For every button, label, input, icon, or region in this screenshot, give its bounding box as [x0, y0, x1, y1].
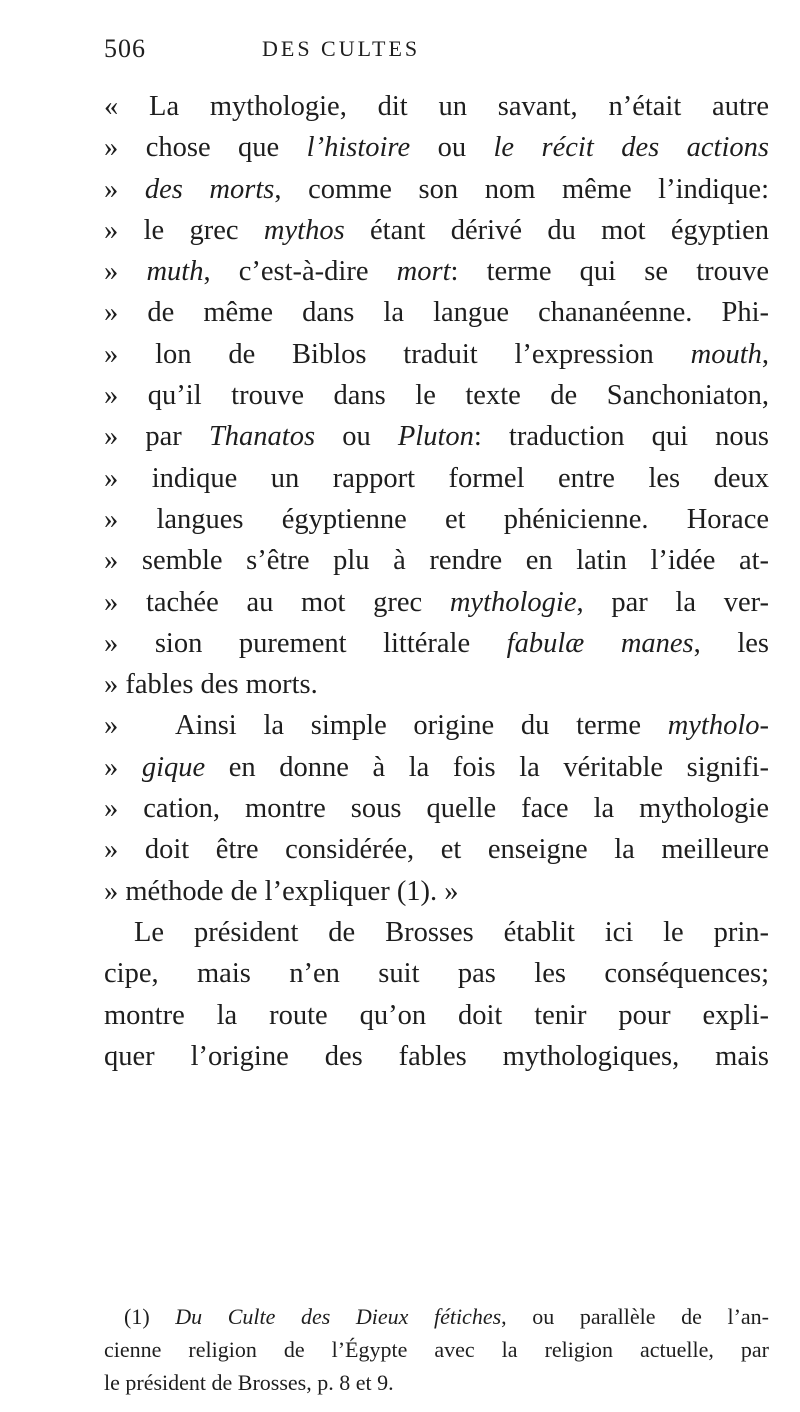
line-content: cation, montre sous quelle face la mythologie [143, 793, 769, 825]
italic-span: des morts [144, 173, 275, 205]
page-number: 506 [104, 34, 146, 63]
line-content: semble s’être plu à rendre en latin l’idée at- [141, 545, 770, 577]
italic-span: mythologie [449, 586, 577, 618]
line-content: chose que l’histoire ou le récit des actions [145, 132, 769, 164]
quote-mark: » [104, 875, 126, 907]
quote-mark: » [104, 132, 146, 164]
quote-mark: » [104, 751, 142, 783]
italic-span: mouth [690, 338, 762, 370]
footnote-line [104, 1366, 769, 1399]
text-line [104, 623, 769, 664]
quote-mark: » [104, 173, 145, 205]
text-line [104, 953, 769, 994]
italic-span: Pluton [397, 421, 474, 453]
italic-span: mytholo- [667, 710, 769, 742]
italic-span: Thanatos [208, 421, 316, 453]
line-content: gique en donne à la fois la véritable signifi- [141, 751, 770, 783]
line-content: cipe, mais n’en suit pas les conséquences; [104, 958, 769, 990]
footnote-line [104, 1300, 769, 1333]
quote-mark: » [104, 503, 157, 535]
line-content: le grec mythos étant dérivé du mot égyptien [143, 214, 769, 246]
line-content: indique un rapport formel entre les deux [151, 462, 769, 494]
quote-mark: » [104, 462, 152, 494]
text-line [104, 169, 769, 210]
running-title: DES CULTES [262, 36, 421, 61]
italic-span: mort [396, 256, 451, 288]
body-text [104, 86, 769, 1077]
footnote-line [104, 1333, 769, 1366]
line-content: tachée au mot grec mythologie, par la ver- [145, 586, 769, 618]
text-line [104, 458, 769, 499]
text-line [104, 871, 769, 912]
line-content: sion purement littérale fabulæ manes, les [154, 627, 770, 659]
quote-mark: « [104, 91, 150, 122]
text-line [104, 995, 769, 1036]
line-content: Ainsi la simple origine du terme mytholo- [174, 710, 769, 742]
footnotes [104, 1300, 769, 1399]
text-line [104, 127, 769, 168]
text-line [104, 499, 769, 540]
text-line [104, 251, 769, 292]
line-content: qu’il trouve dans le texte de Sanchoniaton, [147, 380, 770, 412]
text-line [104, 705, 769, 746]
running-head [104, 34, 584, 74]
line-content: montre la route qu’on doit tenir pour expli- [104, 999, 769, 1031]
line-content: doit être considérée, et enseigne la meilleure [144, 834, 769, 866]
line-content: muth, c’est-à-dire mort: terme qui se trouve [146, 256, 770, 288]
italic-span: Du Culte des Dieux fétiches [175, 1304, 502, 1329]
italic-span: le récit des actions [493, 132, 769, 164]
text-line [104, 582, 769, 623]
footnote-content: (1) Du Culte des Dieux fétiches, ou parallèle de l’an- [124, 1304, 769, 1329]
line-content: par Thanatos ou Pluton: traduction qui nous [145, 421, 770, 453]
quote-mark: » [104, 669, 126, 701]
quote-mark: » [104, 545, 142, 577]
text-line [104, 912, 769, 953]
text-line [104, 1036, 769, 1077]
text-line [104, 292, 769, 333]
quote-mark: » [104, 834, 145, 866]
quote-mark: » [104, 627, 155, 659]
italic-span: mythos [263, 214, 345, 246]
italic-span: l’histoire [306, 132, 411, 164]
text-line [104, 416, 769, 457]
line-content: langues égyptienne et phénicienne. Horace [156, 503, 769, 535]
line-content: de même dans la langue chananéenne. Phi- [147, 297, 769, 329]
text-line [104, 540, 769, 581]
quote-mark: » [104, 338, 156, 370]
quote-mark: » [104, 256, 147, 288]
line-content: quer l’origine des fables mythologiques, mais [104, 1040, 769, 1072]
quote-mark: » [104, 586, 146, 618]
line-content: La mythologie, dit un savant, n’était autre [149, 91, 769, 122]
line-content: des morts, comme son nom même l’indique: [144, 173, 769, 205]
quote-mark: » [104, 710, 145, 742]
text-line [104, 210, 769, 251]
quote-mark: » [104, 793, 144, 825]
italic-span: muth [146, 256, 204, 288]
quote-mark: » [104, 380, 148, 412]
quote-mark: » [104, 297, 148, 329]
line-content: lon de Biblos traduit l’expression mouth, [155, 338, 770, 370]
text-line [104, 788, 769, 829]
quote-mark: » [104, 421, 146, 453]
quote-mark: » [104, 214, 144, 246]
line-content: Le président de Brosses établit ici le prin- [134, 916, 769, 948]
line-content: fables des morts. [125, 669, 318, 701]
italic-span: fabulæ manes [506, 627, 694, 659]
text-line [104, 334, 769, 375]
text-line [104, 664, 769, 705]
text-line [104, 829, 769, 870]
footnote-content: cienne religion de l’Égypte avec la religion actuelle, par [104, 1337, 769, 1362]
text-line [104, 747, 769, 788]
footnote-content: le président de Brosses, p. 8 et 9. [104, 1370, 394, 1395]
line-content: méthode de l’expliquer (1). » [125, 875, 459, 907]
text-line [104, 375, 769, 416]
text-line [104, 86, 769, 127]
italic-span: gique [141, 751, 206, 783]
